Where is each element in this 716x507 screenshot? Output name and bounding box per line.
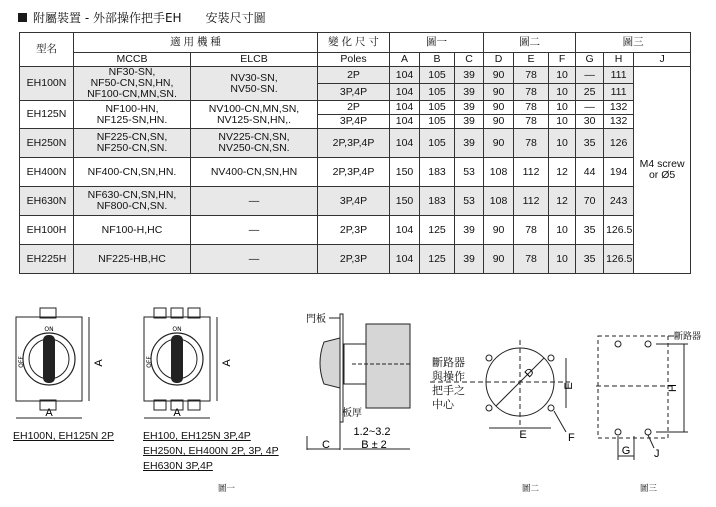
mccb-line: NF125-SN,HN. [96, 113, 168, 126]
dimension-cell: 132 [604, 101, 634, 115]
dim-e-horizontal-label: E [519, 429, 527, 441]
mccb-line: NF400-CN,SN,HN. [87, 165, 177, 178]
table-row [20, 245, 691, 274]
dimension-cell: 104 [390, 216, 420, 245]
dimension-cell: 12 [549, 187, 576, 216]
mccb-line: NF225-CN,SN, [96, 131, 168, 143]
mccb-line: NF30-SN, [108, 66, 156, 78]
mccb-line: NF225-HB,HC [98, 252, 166, 265]
poles-cell: 3P,4P [318, 187, 390, 216]
elcb-line: NV50-SN. [230, 82, 278, 95]
dimension-cell: 10 [549, 101, 576, 115]
dimension-cell: 126.5 [604, 245, 634, 274]
dimension-cell: 104 [390, 245, 420, 274]
elcb-cell [191, 129, 318, 158]
dimension-cell: 39 [455, 245, 484, 274]
fig1-label: 圖一 [218, 484, 236, 494]
model-cell: EH225H [20, 245, 74, 274]
elcb-cell [191, 101, 318, 129]
header-col-h: H [604, 53, 634, 67]
elcb-cell [191, 67, 318, 101]
dimension-cell: 10 [549, 216, 576, 245]
model-cell: EH250N [20, 129, 74, 158]
dim-c-label: C [322, 439, 330, 451]
hole-top-right [645, 341, 651, 347]
mccb-line: NF800-CN,SN. [96, 200, 168, 212]
dimension-cell: 12 [549, 158, 576, 187]
elcb-line: NV250-CN,SN. [218, 142, 290, 154]
poles-cell: 2P,3P,4P [318, 158, 390, 187]
elcb-line: NV30-SN, [230, 71, 278, 84]
dimension-cell: 53 [455, 187, 484, 216]
hole-bottom-left [486, 405, 492, 411]
dim-d-label: D [522, 366, 537, 381]
breaker-outline [598, 336, 668, 438]
dim-f-label: F [568, 432, 575, 444]
dimension-cell: 108 [484, 158, 514, 187]
mccb-line: NF250-CN,SN. [96, 142, 168, 154]
dimension-cell: 104 [390, 101, 420, 115]
dim-h-label: H [667, 384, 679, 392]
poles-cell: 3P,4P [318, 115, 390, 129]
fig1-caption-left: EH100N, EH125N 2P [13, 430, 114, 442]
dimension-cell: 78 [514, 101, 549, 115]
mccb-cell [74, 158, 191, 187]
dimension-cell: 104 [390, 67, 420, 84]
elcb-line: — [248, 223, 260, 236]
dimension-cell: 78 [514, 67, 549, 84]
dimension-cell: 105 [420, 115, 455, 129]
poles-cell: 2P [318, 101, 390, 115]
note-cell [634, 67, 691, 274]
header-elcb: ELCB [191, 53, 318, 67]
mccb-line: NF100-CN,MN,SN. [87, 88, 177, 100]
knob-on-label: ON [44, 326, 54, 333]
thickness-label: 板厚 [342, 408, 362, 419]
dimension-cell: 150 [390, 187, 420, 216]
dimension-cell: 78 [514, 245, 549, 274]
elcb-cell [191, 216, 318, 245]
dimension-cell: 132 [604, 115, 634, 129]
dim-j-label: J [654, 448, 660, 460]
header-col-b: B [420, 53, 455, 67]
handle-body [320, 338, 340, 388]
dim-b-label: B ± 2 [361, 439, 387, 451]
dimension-cell: 39 [455, 84, 484, 101]
fig1-side-view [302, 308, 420, 454]
header-applicable: 適 用 機 種 [74, 33, 318, 53]
dimension-cell: — [576, 101, 604, 115]
header-dimension: 變 化 尺 寸 [318, 33, 390, 53]
header-fig3: 圖三 [576, 33, 691, 53]
dimension-cell: 39 [455, 115, 484, 129]
center-note-line-1: 斷路器 [432, 357, 465, 369]
knob-off-label: OFF [146, 356, 153, 368]
table-row [20, 187, 691, 216]
dimension-cell: 53 [455, 158, 484, 187]
mccb-line: NF50-CN,SN,HN, [90, 77, 174, 89]
poles-cell: 2P [318, 67, 390, 84]
dimension-cell: 105 [420, 101, 455, 115]
dimension-cell: 183 [420, 158, 455, 187]
mccb-cell [74, 129, 191, 158]
elcb-cell [191, 187, 318, 216]
mccb-cell [74, 187, 191, 216]
dimension-cell: 90 [484, 245, 514, 274]
dimension-cell: 90 [484, 216, 514, 245]
dimension-cell: 35 [576, 129, 604, 158]
dimension-cell: 10 [549, 84, 576, 101]
section-title-main: 附屬裝置 - 外部操作把手EH [33, 10, 182, 25]
center-note-line-4: 中心 [432, 399, 454, 411]
model-cell: EH125N [20, 101, 74, 129]
hole-top-left [615, 341, 621, 347]
dim-a-vertical-label: A [221, 359, 233, 367]
header-col-f: F [549, 53, 576, 67]
hole-bottom-right [548, 405, 554, 411]
breaker-body [366, 324, 410, 408]
table-row [20, 158, 691, 187]
dimension-cell: 105 [420, 67, 455, 84]
fig2-label: 圖二 [522, 484, 540, 494]
poles-cell: 2P,3P,4P [318, 129, 390, 158]
dimension-cell: 70 [576, 187, 604, 216]
dim-a-horizontal-label: A [173, 407, 181, 419]
mccb-cell [74, 67, 191, 101]
dimension-cell: 10 [549, 245, 576, 274]
model-cell: EH100N [20, 67, 74, 101]
mccb-cell [74, 245, 191, 274]
center-note-line-2: 與操作 [432, 371, 465, 383]
poles-cell: 2P,3P [318, 216, 390, 245]
header-col-e: E [514, 53, 549, 67]
dim-f-leader [554, 411, 566, 432]
dimension-cell: 39 [455, 101, 484, 115]
header-fig1: 圖一 [390, 33, 484, 53]
dimension-cell: — [576, 67, 604, 84]
dimension-cell: 39 [455, 67, 484, 84]
dimension-cell: 108 [484, 187, 514, 216]
dim-a-vertical-label: A [93, 359, 105, 367]
hole-top-left [486, 355, 492, 361]
header-mccb: MCCB [74, 53, 191, 67]
fig1-caption-right-3: EH630N 3P,4P [143, 460, 213, 472]
header-col-c: C [455, 53, 484, 67]
center-note-line-3: 把手之 [432, 385, 465, 397]
bullet-square-icon [18, 13, 27, 22]
poles-cell: 3P,4P [318, 84, 390, 101]
dimension-cell: 105 [420, 84, 455, 101]
dimension-cell: 10 [549, 129, 576, 158]
handle-knob-icon [171, 335, 183, 383]
model-cell: EH630N [20, 187, 74, 216]
knob-on-label: ON [172, 326, 182, 333]
dimension-cell: 78 [514, 129, 549, 158]
fig1-caption-right-2: EH250N, EH400N 2P, 3P, 4P [143, 445, 279, 457]
dimension-cell: 104 [390, 84, 420, 101]
dimension-cell: 194 [604, 158, 634, 187]
poles-cell: 2P,3P [318, 245, 390, 274]
section-title-sub: 安裝尺寸圖 [205, 10, 266, 25]
dimension-cell: 105 [420, 129, 455, 158]
dimension-cell: 25 [576, 84, 604, 101]
model-cell: EH400N [20, 158, 74, 187]
dimension-cell: 44 [576, 158, 604, 187]
elcb-cell [191, 245, 318, 274]
dimension-cell: 78 [514, 84, 549, 101]
mccb-cell [74, 101, 191, 129]
dimension-cell: 183 [420, 187, 455, 216]
dimension-cell: 78 [514, 115, 549, 129]
dim-a-horizontal-label: A [45, 407, 53, 419]
dimension-cell: 35 [576, 216, 604, 245]
dimension-cell: 243 [604, 187, 634, 216]
dimension-cell: 111 [604, 84, 634, 101]
dimension-cell: 90 [484, 115, 514, 129]
header-model: 型名 [20, 33, 74, 67]
hole-top-right [548, 355, 554, 361]
elcb-line: NV125-SN,HN,. [216, 113, 292, 126]
header-fig2: 圖二 [484, 33, 576, 53]
elcb-line: — [248, 252, 260, 265]
dim-e-vertical-label: E [563, 382, 575, 390]
dimension-cell: 125 [420, 216, 455, 245]
dimension-cell: 39 [455, 216, 484, 245]
table-row [20, 216, 691, 245]
dimension-cell: 90 [484, 129, 514, 158]
dimension-cell: 78 [514, 216, 549, 245]
dimension-cell: 39 [455, 129, 484, 158]
header-poles: Poles [318, 53, 390, 67]
elcb-line: NV100-CN,MN,SN, [208, 102, 300, 115]
dimension-cell: 10 [549, 67, 576, 84]
note-line: M4 screw [639, 158, 685, 170]
dimension-cell: 104 [390, 129, 420, 158]
section-title [18, 9, 266, 25]
note-text [636, 159, 688, 181]
dimension-cell: 90 [484, 101, 514, 115]
mccb-cell [74, 216, 191, 245]
dimension-cell: 126.5 [604, 216, 634, 245]
mccb-line: NF100-H,HC [101, 223, 163, 236]
dim-range-label: 1.2~3.2 [353, 426, 391, 438]
dimension-cell: 90 [484, 67, 514, 84]
header-col-d: D [484, 53, 514, 67]
fig1-front-view-2p [14, 304, 144, 428]
door-label: 門板 [306, 314, 326, 325]
elcb-line: — [248, 194, 260, 207]
dimension-cell: 111 [604, 67, 634, 84]
dimension-cell: 10 [549, 115, 576, 129]
dimension-cell: 150 [390, 158, 420, 187]
table-row [20, 101, 691, 115]
elcb-line: NV400-CN,SN,HN [210, 165, 298, 178]
dimension-cell: 125 [420, 245, 455, 274]
dimension-cell: 35 [576, 245, 604, 274]
elcb-cell [191, 158, 318, 187]
hole-bottom-left [615, 429, 621, 435]
note-line: or Ø5 [648, 169, 676, 181]
fig2-center-note [432, 356, 465, 412]
dimension-cell: 112 [514, 158, 549, 187]
fig3-label: 圖三 [640, 484, 658, 494]
dimension-cell: 90 [484, 84, 514, 101]
dimension-cell: 104 [390, 115, 420, 129]
mccb-line: NF100-HN, [105, 102, 159, 115]
dim-g-label: G [621, 445, 631, 457]
hole-bottom-right [645, 429, 651, 435]
handle-knob-icon [43, 335, 55, 383]
fig1-front-view-3p [142, 304, 272, 428]
knob-off-label: OFF [18, 356, 25, 368]
dimension-cell: 30 [576, 115, 604, 129]
header-col-j: J [634, 53, 691, 67]
mccb-line: NF630-CN,SN,HN, [87, 189, 177, 201]
breaker-label: 斷路器 [674, 332, 702, 342]
fig3-breaker-mount-view [596, 326, 708, 466]
elcb-line: NV225-CN,SN, [218, 131, 290, 143]
spec-table [19, 32, 691, 274]
header-col-g: G [576, 53, 604, 67]
table-row [20, 129, 691, 158]
header-col-a: A [390, 53, 420, 67]
fig1-caption-right-1: EH100, EH125N 3P,4P [143, 430, 251, 442]
dimension-cell: 126 [604, 129, 634, 158]
model-cell: EH100H [20, 216, 74, 245]
dim-j-leader [648, 435, 654, 448]
dimension-cell: 112 [514, 187, 549, 216]
table-row [20, 67, 691, 84]
